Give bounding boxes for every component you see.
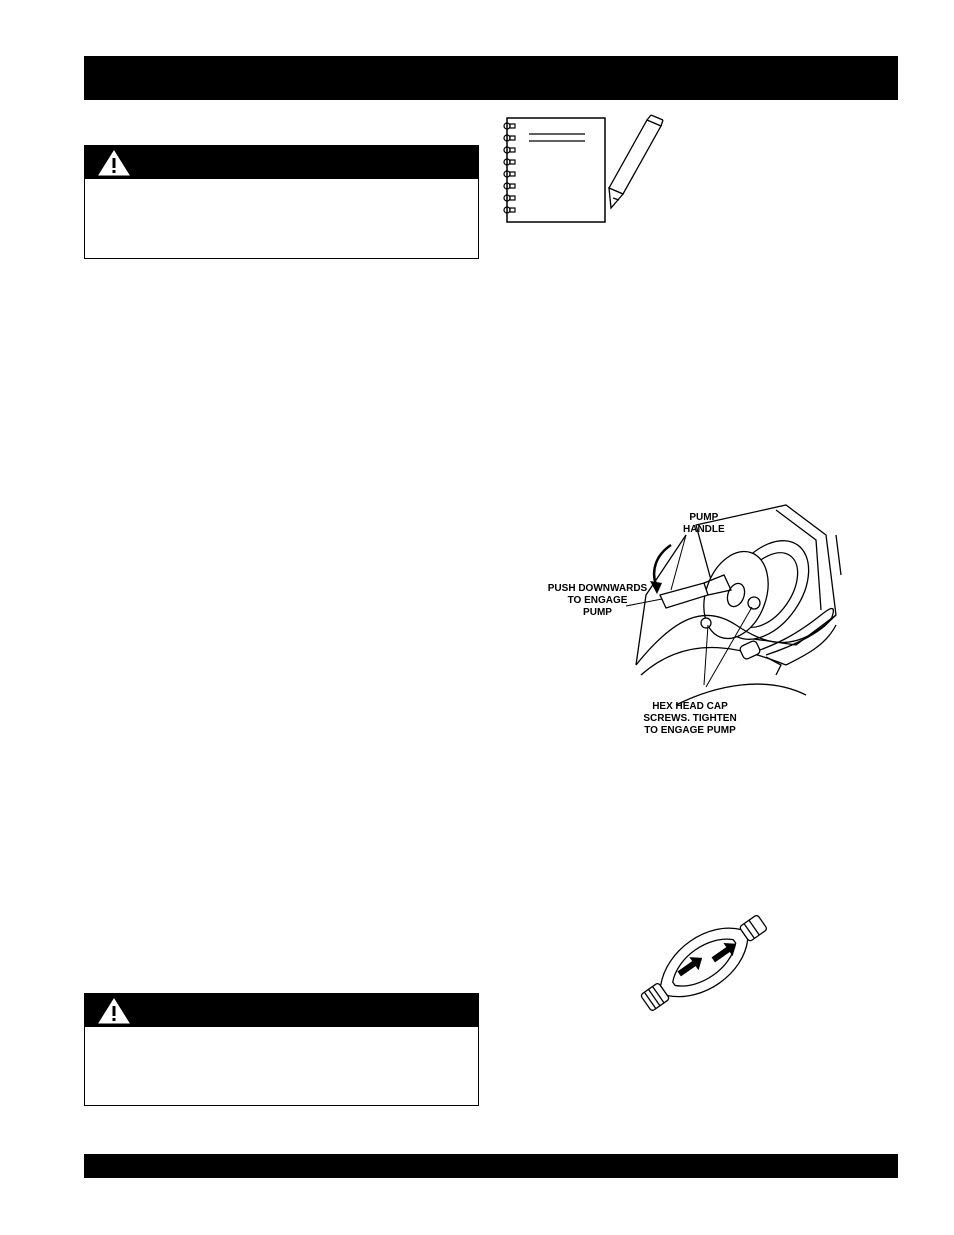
footer-bar (84, 1154, 898, 1178)
header-bar (84, 56, 898, 100)
callout-pump-handle (683, 512, 725, 536)
notebook-illustration (497, 112, 672, 227)
warning-header (85, 146, 478, 179)
callout-push-line-1: PUSH DOWNWARDS (547, 583, 648, 594)
callout-hex-line-2: SCREWS. TIGHTEN (643, 713, 737, 724)
primer-bulb-illustration (625, 890, 785, 1035)
callout-push-downwards (540, 583, 655, 619)
pencil-icon (609, 115, 663, 208)
callout-push-line-2: TO ENGAGE (567, 595, 628, 606)
callout-pump-handle-line-2: HANDLE (683, 524, 725, 535)
warning-triangle-icon (97, 997, 131, 1025)
warning-triangle-icon (97, 149, 131, 177)
callout-pump-handle-line-1: PUMP (689, 512, 719, 523)
notebook-icon (504, 118, 605, 222)
warning-body (85, 1027, 478, 1105)
warning-box-bottom (84, 993, 479, 1106)
warning-header (85, 994, 478, 1027)
callout-hex-line-3: TO ENGAGE PUMP (644, 725, 736, 736)
callout-hex-head-screws (628, 701, 752, 737)
callout-hex-line-1: HEX HEAD CAP (652, 701, 728, 712)
warning-body (85, 179, 478, 257)
callout-push-line-3: PUMP (583, 607, 612, 618)
warning-box-top (84, 145, 479, 259)
